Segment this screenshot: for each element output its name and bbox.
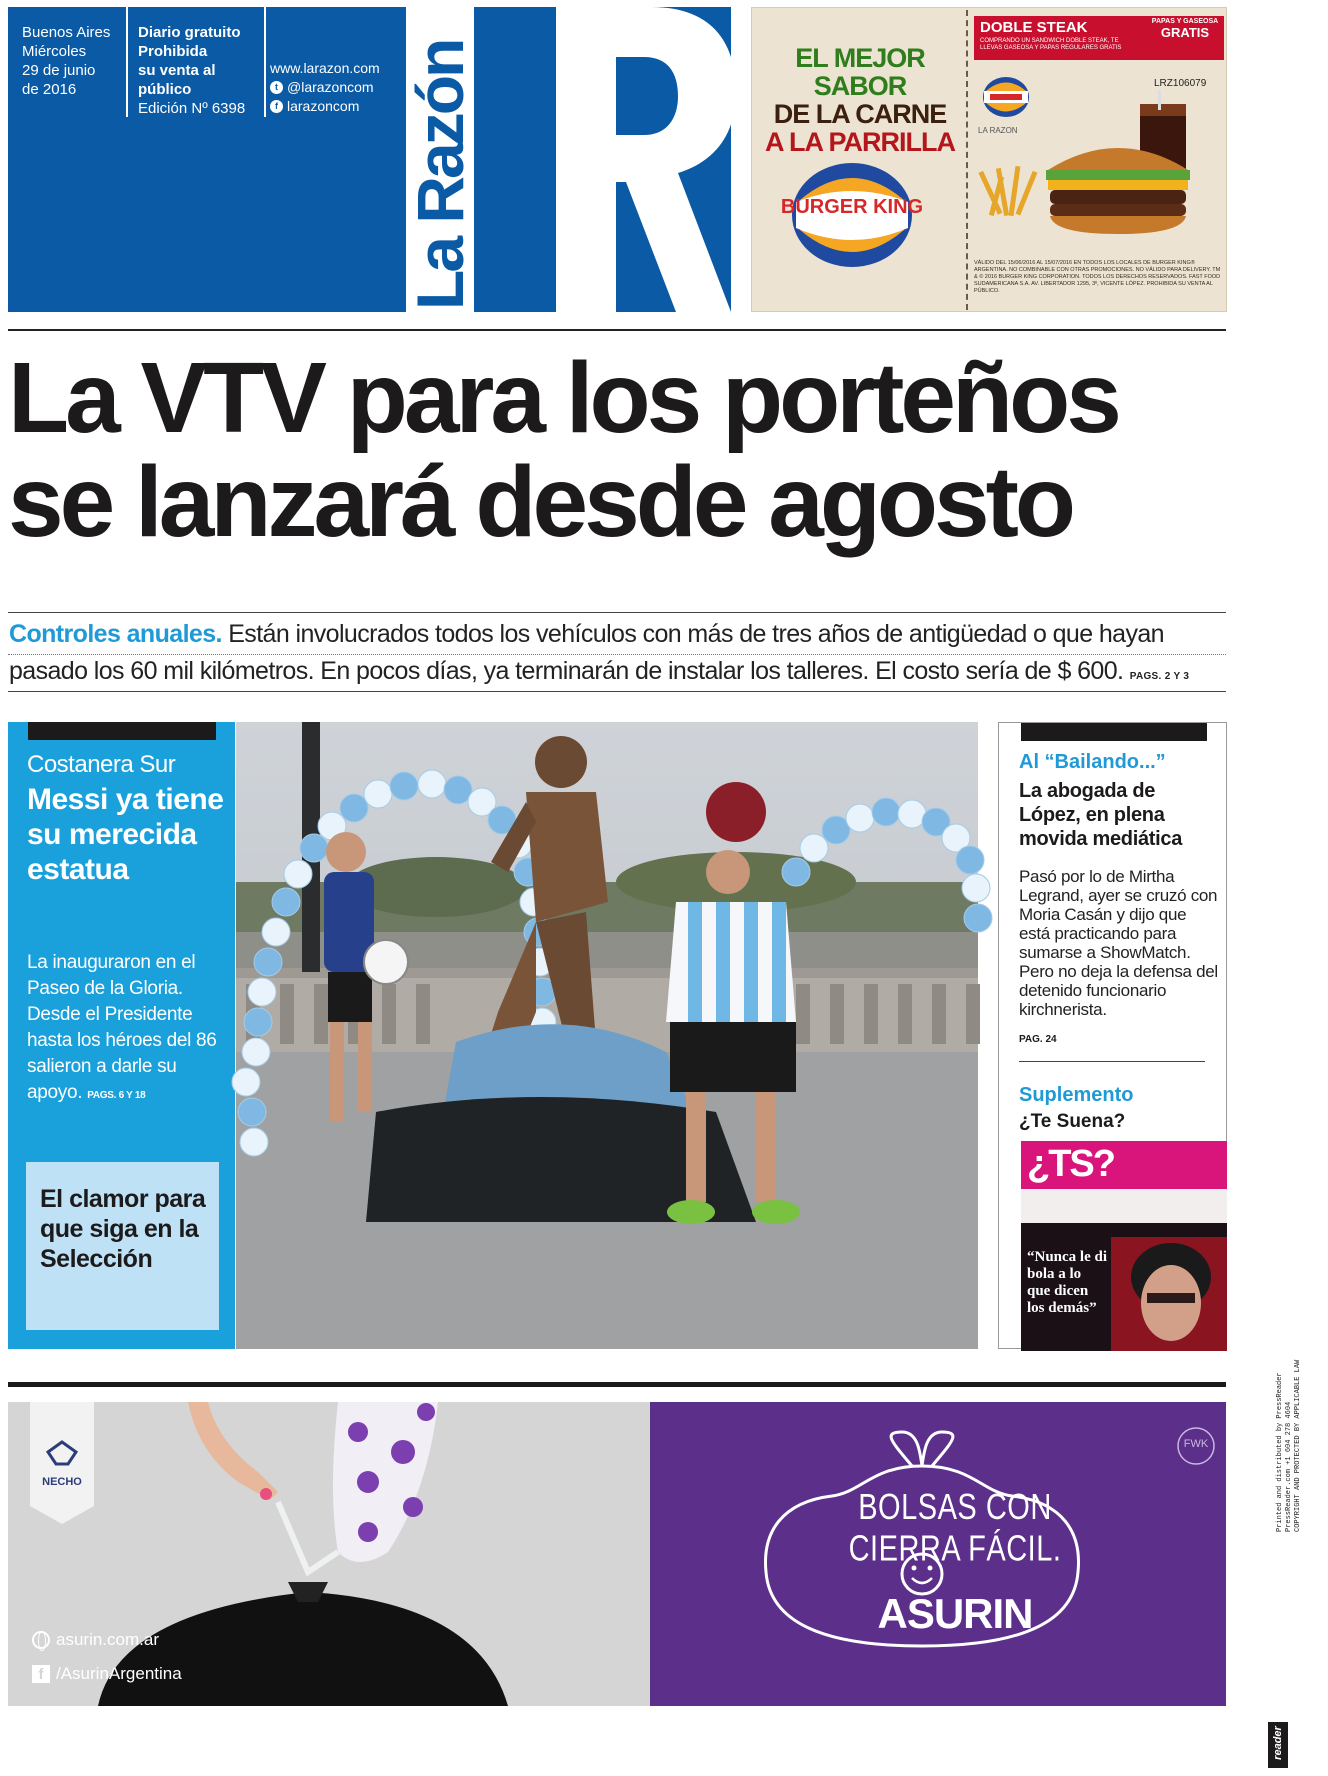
ad-slogan: EL MEJOR SABOR DE LA CARNE A LA PARRILLA [765, 43, 955, 157]
masthead-divider [126, 7, 128, 117]
deck-kicker: Controles anuales. [9, 620, 222, 648]
clamor-sidebar[interactable] [26, 1162, 219, 1330]
coupon-code: LRZ106079 [1154, 78, 1207, 89]
ad-brand-logo: ASURIN [877, 1590, 1033, 1637]
cover-quote: “Nunca le di bola a lo que dicen los demás” [1027, 1249, 1108, 1316]
masthead-date: Buenos Aires Miércoles 29 de junio de 2016 [22, 24, 111, 98]
rule [8, 1382, 1226, 1387]
twitter-icon: t [270, 81, 283, 94]
masthead-divider [264, 7, 266, 117]
right-column [998, 722, 1227, 1349]
cover-portrait-icon [1111, 1237, 1227, 1351]
messi-body: La inauguraron en el Paseo de la Gloria. Desde el Presidente hasta los héroes del 86 salieron a darle su apoyo. PAGS. 6 Y 18 [27, 952, 217, 1103]
section-bar [1021, 723, 1207, 741]
burger-king-logo-icon [780, 160, 924, 270]
burger-king-ad[interactable] [751, 7, 1227, 312]
facebook-link[interactable]: f larazoncom [270, 97, 410, 116]
main-headline[interactable]: La VTV para los porteños se lanzará desde agosto [8, 342, 1118, 558]
pressreader-logo[interactable]: reader [1268, 1722, 1288, 1768]
gratis-label: PAPAS Y GASEOSA GRATIS [1151, 18, 1219, 40]
newspaper-logo: La Razón [403, 40, 477, 310]
coupon-legal-text: VÁLIDO DEL 15/06/2016 AL 15/07/2016 EN TODOS LOS LOCALES DE BURGER KING® ARGENTINA. NO COMBINABLE CON OTRAS PROMOCIONES. NO VÁLIDO PARA DELIVERY. TM & © 2016 BURGER KING CORPORATION. TODOS LOS DERECHOS RESERVADOS. FAST FOOD SUDAMERICANA S.A. AV. LIBERTADOR 1295, 3º, VICENTE LÓPEZ. PROHIBIDA SU VENTA AL PÚBLICO. [974, 260, 1221, 294]
logo-text: BURGER KING [780, 196, 924, 218]
clamor-title: El clamor para que siga en la Selección [40, 1185, 206, 1273]
coupon-tag: DOBLE STEAK COMPRANDO UN SANDWICH DOBLE STEAK, TE LLEVAS GASEOSA Y PAPAS REGULARES GRATIS [974, 16, 1142, 60]
bailando-body: Pasó por lo de Mirtha Legrand, ayer se cruzó con Moria Casán y dijo que está practicando para sumarse a ShowMatch. Pero no deja la defensa del detenido funcionario kirchnerista. [1019, 867, 1218, 1019]
messi-kicker: Costanera Sur [27, 751, 176, 778]
bailando-page-ref: PAG. 24 [1019, 1034, 1057, 1045]
facebook-icon: f [270, 100, 283, 113]
necho-label: NECHO [42, 1476, 82, 1488]
deck-page-ref: PAGS. 2 Y 3 [1129, 671, 1190, 682]
edition-number: Edición Nº 6398 [138, 100, 246, 117]
ad-facebook[interactable]: f /AsurinArgentina [32, 1664, 182, 1684]
supplement-kicker: Suplemento [1019, 1084, 1134, 1106]
trash-bag-icon [8, 1402, 650, 1706]
masthead-contact [270, 59, 410, 116]
bailando-title[interactable]: La abogada de López, en plena movida mediática [1019, 780, 1183, 850]
ad-tagline: BOLSAS CON CIERRA FÁCIL. [848, 1487, 1062, 1569]
messi-statue-photo [236, 722, 978, 1349]
rule [8, 612, 1226, 613]
masthead [8, 7, 731, 312]
cover-logo: ¿TS? [1027, 1143, 1114, 1185]
masthead-free-notice: Diario gratuito Prohibida su venta al público Edición Nº 6398 [138, 23, 268, 118]
bailando-kicker: Al “Bailando...” [1019, 751, 1166, 773]
messi-story[interactable] [8, 722, 235, 1349]
ad-website[interactable]: asurin.com.ar [32, 1630, 159, 1650]
supplement-title[interactable]: ¿Te Suena? [1019, 1111, 1126, 1132]
cover-strip [1021, 1189, 1227, 1223]
rule [1019, 1061, 1205, 1062]
supplement-cover[interactable] [1021, 1141, 1227, 1351]
necho-badge-icon [30, 1402, 94, 1524]
coupon-larazon: LA RAZON [978, 126, 1018, 135]
twitter-link[interactable]: t @larazoncom [270, 78, 410, 97]
burger-meal-icon [968, 90, 1228, 260]
messi-page-ref: PAGS. 6 Y 18 [87, 1090, 146, 1101]
section-bar [28, 722, 216, 740]
fwk-label: FWK [1183, 1438, 1209, 1450]
pressreader-notice: Printed and distributed by PressReader PressReader.com +1 604 278 4604 COPYRIGHT AND PROTECTED BY APPLICABLE LAW [1276, 1359, 1302, 1532]
website-link[interactable]: www.larazon.com [270, 60, 380, 76]
messi-title: Messi ya tiene su merecida estatua [27, 783, 224, 886]
coupon[interactable] [966, 10, 1226, 310]
big-r-logo-icon [556, 7, 731, 312]
globe-icon [32, 1631, 50, 1649]
facebook-icon: f [32, 1665, 50, 1683]
ad-brand-area [650, 1402, 1226, 1706]
rule [8, 329, 1226, 331]
cover-masthead [1021, 1141, 1227, 1189]
asurin-ad[interactable] [8, 1402, 1226, 1706]
headline-deck: Controles anuales. Están involucrados todos los vehículos con más de tres años de antigüedad o que hayan pasado los 60 mil kilómetros. En pocos días, ya terminarán de instalar los talleres. El costo sería de $ 600. PAGS. 2 Y 3 [9, 620, 1190, 685]
